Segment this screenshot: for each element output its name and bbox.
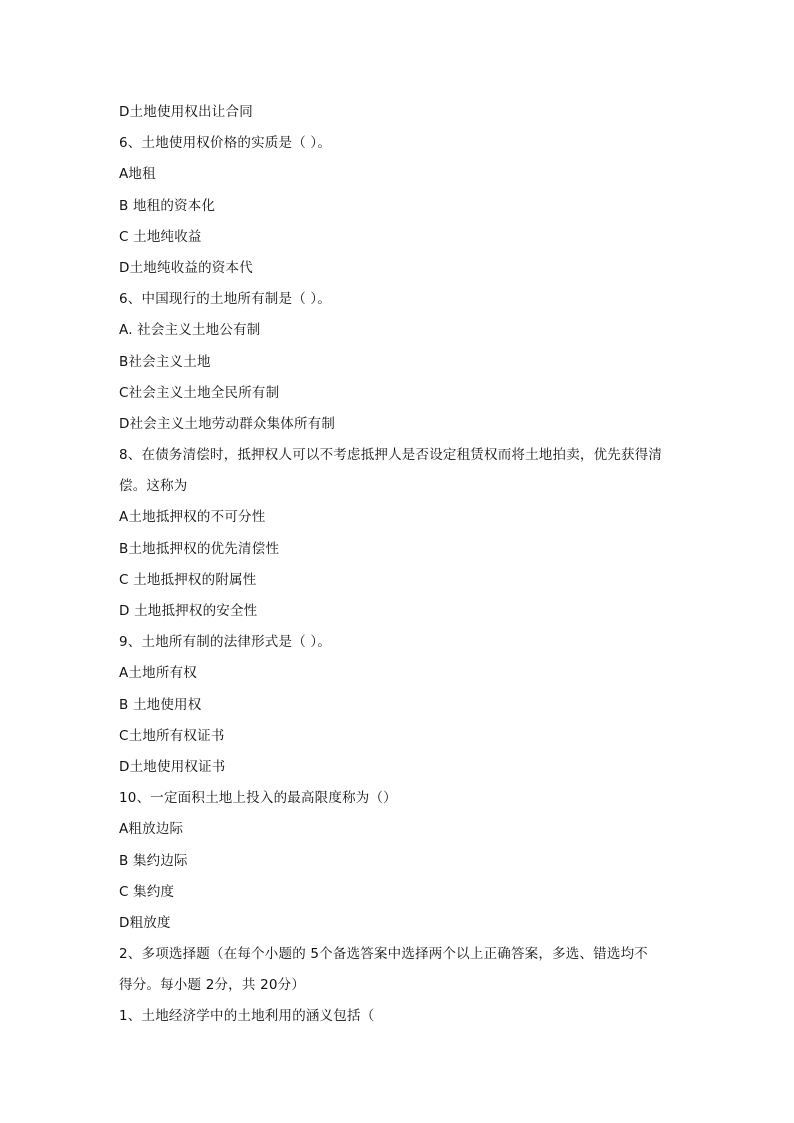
answer-option: D 土地抵押权的安全性 bbox=[119, 603, 258, 619]
answer-option: C社会主义土地全民所有制 bbox=[119, 384, 280, 401]
answer-option: C 土地抵押权的附属性 bbox=[119, 571, 257, 588]
question-text: 1、土地经济学中的土地利用的涵义包括（ bbox=[119, 1008, 375, 1025]
text-line: D土地使用权出让合同 bbox=[119, 104, 253, 120]
answer-option: D土地纯收益的资本代 bbox=[119, 259, 253, 276]
answer-option: D土地使用权证书 bbox=[119, 758, 226, 775]
answer-option: B 集约边际 bbox=[119, 852, 188, 869]
section-heading-continued: 得分。每小题 2分，共 20分） bbox=[119, 977, 306, 994]
section-heading: 2、多项选择题（在每个小题的 5个备选答案中选择两个以上正确答案，多选、错选均不 bbox=[119, 946, 648, 963]
answer-option: B 地租的资本化 bbox=[119, 197, 216, 214]
question-text: 9、土地所有制的法律形式是（ ）。 bbox=[119, 634, 332, 651]
answer-option: C 集约度 bbox=[119, 883, 175, 900]
question-text-continued: 偿。这称为 bbox=[119, 478, 188, 495]
answer-option: B社会主义土地 bbox=[119, 353, 211, 370]
answer-option: C 土地纯收益 bbox=[119, 228, 202, 245]
answer-option: D社会主义土地劳动群众集体所有制 bbox=[119, 415, 336, 432]
answer-option: A土地所有权 bbox=[119, 665, 197, 682]
question-text: 6、土地使用权价格的实质是（ ）。 bbox=[119, 135, 332, 152]
question-text: 8、在债务清偿时，抵押权人可以不考虑抵押人是否设定租赁权而将土地拍卖，优先获得清 bbox=[119, 447, 663, 464]
answer-option: A地租 bbox=[119, 166, 156, 183]
answer-option: B 土地使用权 bbox=[119, 696, 202, 713]
answer-option: A. 社会主义土地公有制 bbox=[119, 322, 261, 339]
answer-option: B土地抵押权的优先清偿性 bbox=[119, 540, 280, 557]
answer-option: D粗放度 bbox=[119, 914, 171, 931]
answer-option: C土地所有权证书 bbox=[119, 727, 225, 744]
answer-option: A土地抵押权的不可分性 bbox=[119, 509, 266, 526]
document-body bbox=[119, 101, 679, 1037]
answer-option: A粗放边际 bbox=[119, 821, 184, 838]
question-text: 10、一定面积土地上投入的最高限度称为（） bbox=[119, 790, 397, 807]
question-text: 6、中国现行的土地所有制是（ ）。 bbox=[119, 291, 332, 308]
